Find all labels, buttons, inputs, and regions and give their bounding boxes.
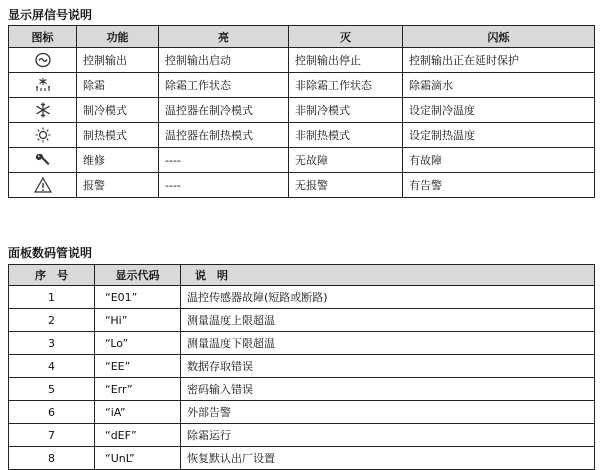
wrench-icon xyxy=(33,151,53,169)
on-cell: ---- xyxy=(159,148,289,173)
on-cell: 温控器在制热模式 xyxy=(159,123,289,148)
description-cell: 除霜运行 xyxy=(181,424,595,447)
warning-icon xyxy=(33,176,53,194)
snowflake-icon xyxy=(33,101,53,119)
on-cell: 除霜工作状态 xyxy=(159,73,289,98)
table-row xyxy=(9,73,595,98)
off-cell: 非制热模式 xyxy=(289,123,403,148)
off-cell: 非除霜工作状态 xyxy=(289,73,403,98)
table-header-row xyxy=(9,26,595,48)
number-cell: 6 xyxy=(9,401,95,424)
number-cell: 5 xyxy=(9,378,95,401)
header-blink: 闪烁 xyxy=(403,26,595,48)
blink-cell: 除霜滴水 xyxy=(403,73,595,98)
description-cell: 测量温度下限超温 xyxy=(181,332,595,355)
description-cell: 温控传感器故障(短路或断路) xyxy=(181,286,595,309)
table-row xyxy=(9,332,595,355)
blink-cell: 控制输出正在延时保护 xyxy=(403,48,595,73)
function-cell: 报警 xyxy=(77,173,159,198)
blink-cell: 设定制冷温度 xyxy=(403,98,595,123)
header-number: 序 号 xyxy=(9,265,95,286)
table-row xyxy=(9,424,595,447)
table-row xyxy=(9,123,595,148)
description-cell: 数据存取错误 xyxy=(181,355,595,378)
code-cell: “Lo” xyxy=(95,332,181,355)
table-row xyxy=(9,48,595,73)
code-cell: “EE” xyxy=(95,355,181,378)
on-cell: ---- xyxy=(159,173,289,198)
description-cell: 测量温度上限超温 xyxy=(181,309,595,332)
function-cell: 除霜 xyxy=(77,73,159,98)
function-cell: 控制输出 xyxy=(77,48,159,73)
header-code: 显示代码 xyxy=(95,265,181,286)
number-cell: 7 xyxy=(9,424,95,447)
function-cell: 维修 xyxy=(77,148,159,173)
header-off: 灭 xyxy=(289,26,403,48)
off-cell: 非制冷模式 xyxy=(289,98,403,123)
header-on: 亮 xyxy=(159,26,289,48)
control-output-icon xyxy=(33,51,53,69)
table-header-row xyxy=(9,265,595,286)
number-cell: 8 xyxy=(9,447,95,470)
code-cell: “Err” xyxy=(95,378,181,401)
number-cell: 4 xyxy=(9,355,95,378)
on-cell: 控制输出启动 xyxy=(159,48,289,73)
blink-cell: 有告警 xyxy=(403,173,595,198)
header-icon: 图标 xyxy=(9,26,77,48)
description-cell: 外部告警 xyxy=(181,401,595,424)
number-cell: 1 xyxy=(9,286,95,309)
description-cell: 密码输入错误 xyxy=(181,378,595,401)
table-row xyxy=(9,309,595,332)
off-cell: 无报警 xyxy=(289,173,403,198)
code-cell: “E01” xyxy=(95,286,181,309)
defrost-icon xyxy=(33,76,53,94)
number-cell: 3 xyxy=(9,332,95,355)
description-cell: 恢复默认出厂设置 xyxy=(181,447,595,470)
number-cell: 2 xyxy=(9,309,95,332)
off-cell: 控制输出停止 xyxy=(289,48,403,73)
codes-section-title: 面板数码管说明 xyxy=(8,246,93,260)
header-function: 功能 xyxy=(77,26,159,48)
table-row xyxy=(9,355,595,378)
function-cell: 制冷模式 xyxy=(77,98,159,123)
table-row xyxy=(9,98,595,123)
display-signal-table xyxy=(8,25,595,198)
blink-cell: 有故障 xyxy=(403,148,595,173)
panel-code-table xyxy=(8,264,595,470)
blink-cell: 设定制热温度 xyxy=(403,123,595,148)
table-row xyxy=(9,378,595,401)
code-cell: “dEF” xyxy=(95,424,181,447)
table-row xyxy=(9,401,595,424)
code-cell: “iA” xyxy=(95,401,181,424)
table-row xyxy=(9,173,595,198)
function-cell: 制热模式 xyxy=(77,123,159,148)
off-cell: 无故障 xyxy=(289,148,403,173)
table-row xyxy=(9,447,595,470)
table-row xyxy=(9,148,595,173)
table-row xyxy=(9,286,595,309)
sun-icon xyxy=(33,126,53,144)
on-cell: 温控器在制冷模式 xyxy=(159,98,289,123)
header-description: 说 明 xyxy=(181,265,595,286)
code-cell: “UnL” xyxy=(95,447,181,470)
display-section-title: 显示屏信号说明 xyxy=(8,8,93,22)
code-cell: “Hi” xyxy=(95,309,181,332)
